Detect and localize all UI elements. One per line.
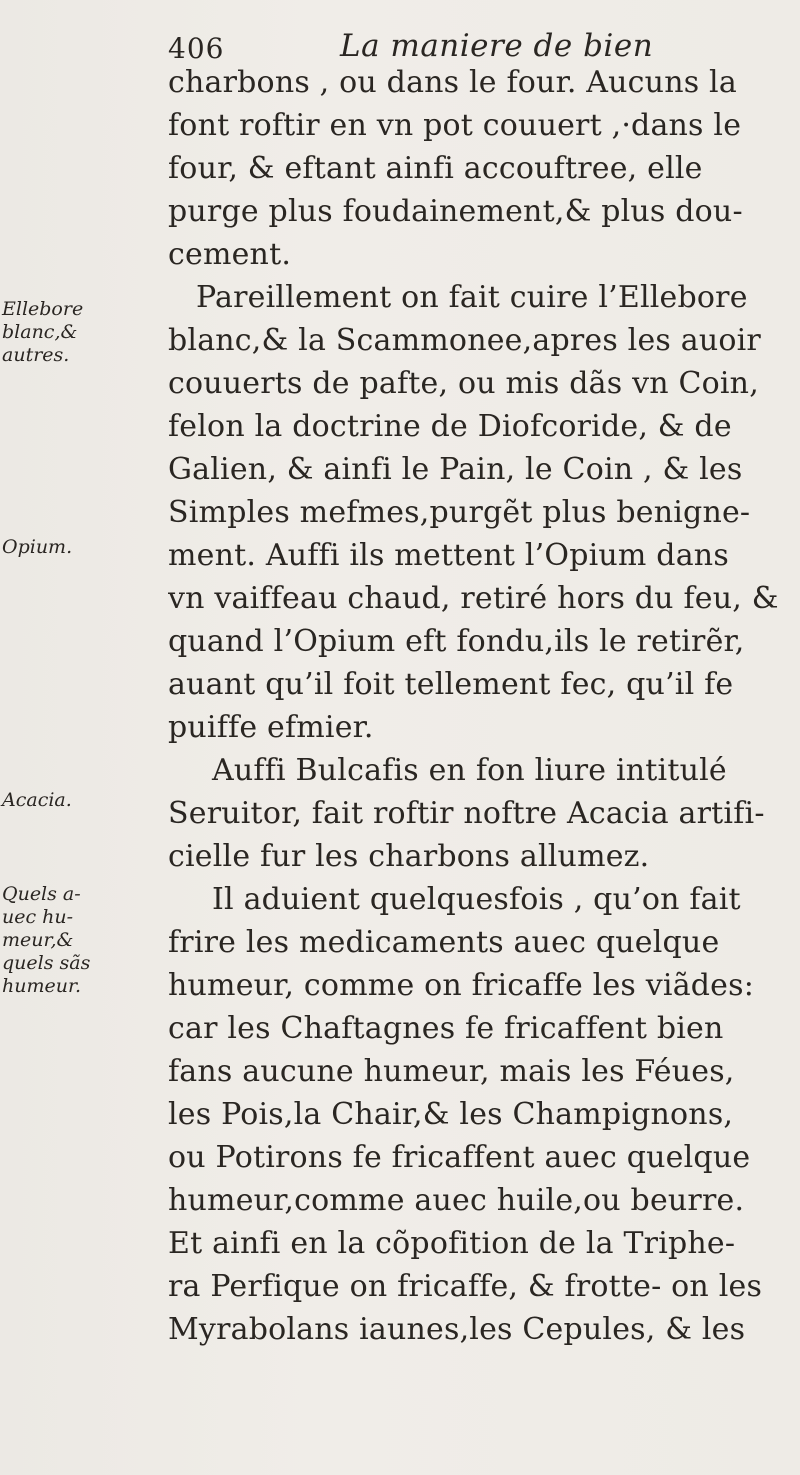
text-line: car les Chaftagnes fe fricaffent bien	[168, 1011, 724, 1046]
margin-note-acacia	[2, 789, 132, 812]
text-line: vn vaiffeau chaud, retiré hors du feu, &	[168, 581, 779, 616]
text-line: Galien, & ainfi le Pain, le Coin , & les	[168, 452, 743, 487]
text-line: quand l’Opium eft fondu,ils le retirẽr,	[168, 624, 745, 659]
margin-note-line: humeur.	[2, 975, 82, 997]
text-line: frire les medicaments auec quelque	[168, 925, 720, 960]
text-line: blanc,& la Scammonee,apres les auoir	[168, 323, 761, 358]
text-line: Simples mefmes,purgẽt plus benigne-	[168, 495, 751, 530]
text-line: Et ainfi en la cõpofition de la Triphe-	[168, 1226, 736, 1261]
margin-note-ellebore	[2, 298, 132, 367]
text-line: cement.	[168, 237, 292, 272]
text-line: font roftir en vn pot couuert ,·dans le	[168, 108, 742, 143]
text-line: four, & eftant ainfi accouftree, elle	[168, 151, 703, 186]
margin-note-line: quels sãs	[2, 952, 91, 974]
margin-note-line: meur,&	[2, 929, 74, 951]
text-line: Seruitor, fait roftir noftre Acacia artifi-	[168, 796, 765, 831]
text-line: Myrabolans iaunes,les Cepules, & les	[168, 1312, 746, 1347]
text-line: charbons , ou dans le four. Aucuns la	[168, 65, 737, 100]
text-line: felon la doctrine de Diofcoride, & de	[168, 409, 732, 444]
running-title: La maniere de bien	[340, 28, 654, 64]
margin-note-quels	[2, 883, 132, 998]
text-line: ou Potirons fe fricaffent auec quelque	[168, 1140, 751, 1175]
text-line: auant qu’il foit tellement fec, qu’il fe	[168, 667, 734, 702]
page-number: 406	[168, 32, 225, 65]
text-line: ra Perfique on fricaffe, & frotte- on les	[168, 1269, 763, 1304]
text-line: humeur, comme on fricaffe les viãdes:	[168, 968, 755, 1003]
margin-note-line: blanc,&	[2, 321, 78, 343]
text-line: purge plus foudainement,& plus dou-	[168, 194, 743, 229]
text-line: humeur,comme auec huile,ou beurre.	[168, 1183, 745, 1218]
margin-note-line: Ellebore	[2, 298, 84, 320]
margin-note-line: uec hu-	[2, 906, 74, 928]
margin-note-line: Acacia.	[2, 789, 72, 811]
margin-note-line: autres.	[2, 344, 70, 366]
text-line: Il aduient quelquesfois , qu’on fait	[212, 882, 741, 917]
text-line: les Pois,la Chair,& les Champignons,	[168, 1097, 734, 1132]
text-line: couuerts de pafte, ou mis dãs vn Coin,	[168, 366, 759, 401]
text-line: Pareillement on fait cuire l’Ellebore	[196, 280, 748, 315]
body-text	[168, 61, 794, 1351]
text-line: fans aucune humeur, mais les Féues,	[168, 1054, 735, 1089]
margin-note-line: Quels a-	[2, 883, 81, 905]
text-line: puiffe efmier.	[168, 710, 374, 745]
margin-note-line: Opium.	[2, 536, 73, 558]
text-line: Auffi Bulcafis en fon liure intitulé	[212, 753, 727, 788]
text-line: cielle fur les charbons allumez.	[168, 839, 650, 874]
margin-note-opium	[2, 536, 132, 559]
text-line: ment. Auffi ils mettent l’Opium dans	[168, 538, 729, 573]
